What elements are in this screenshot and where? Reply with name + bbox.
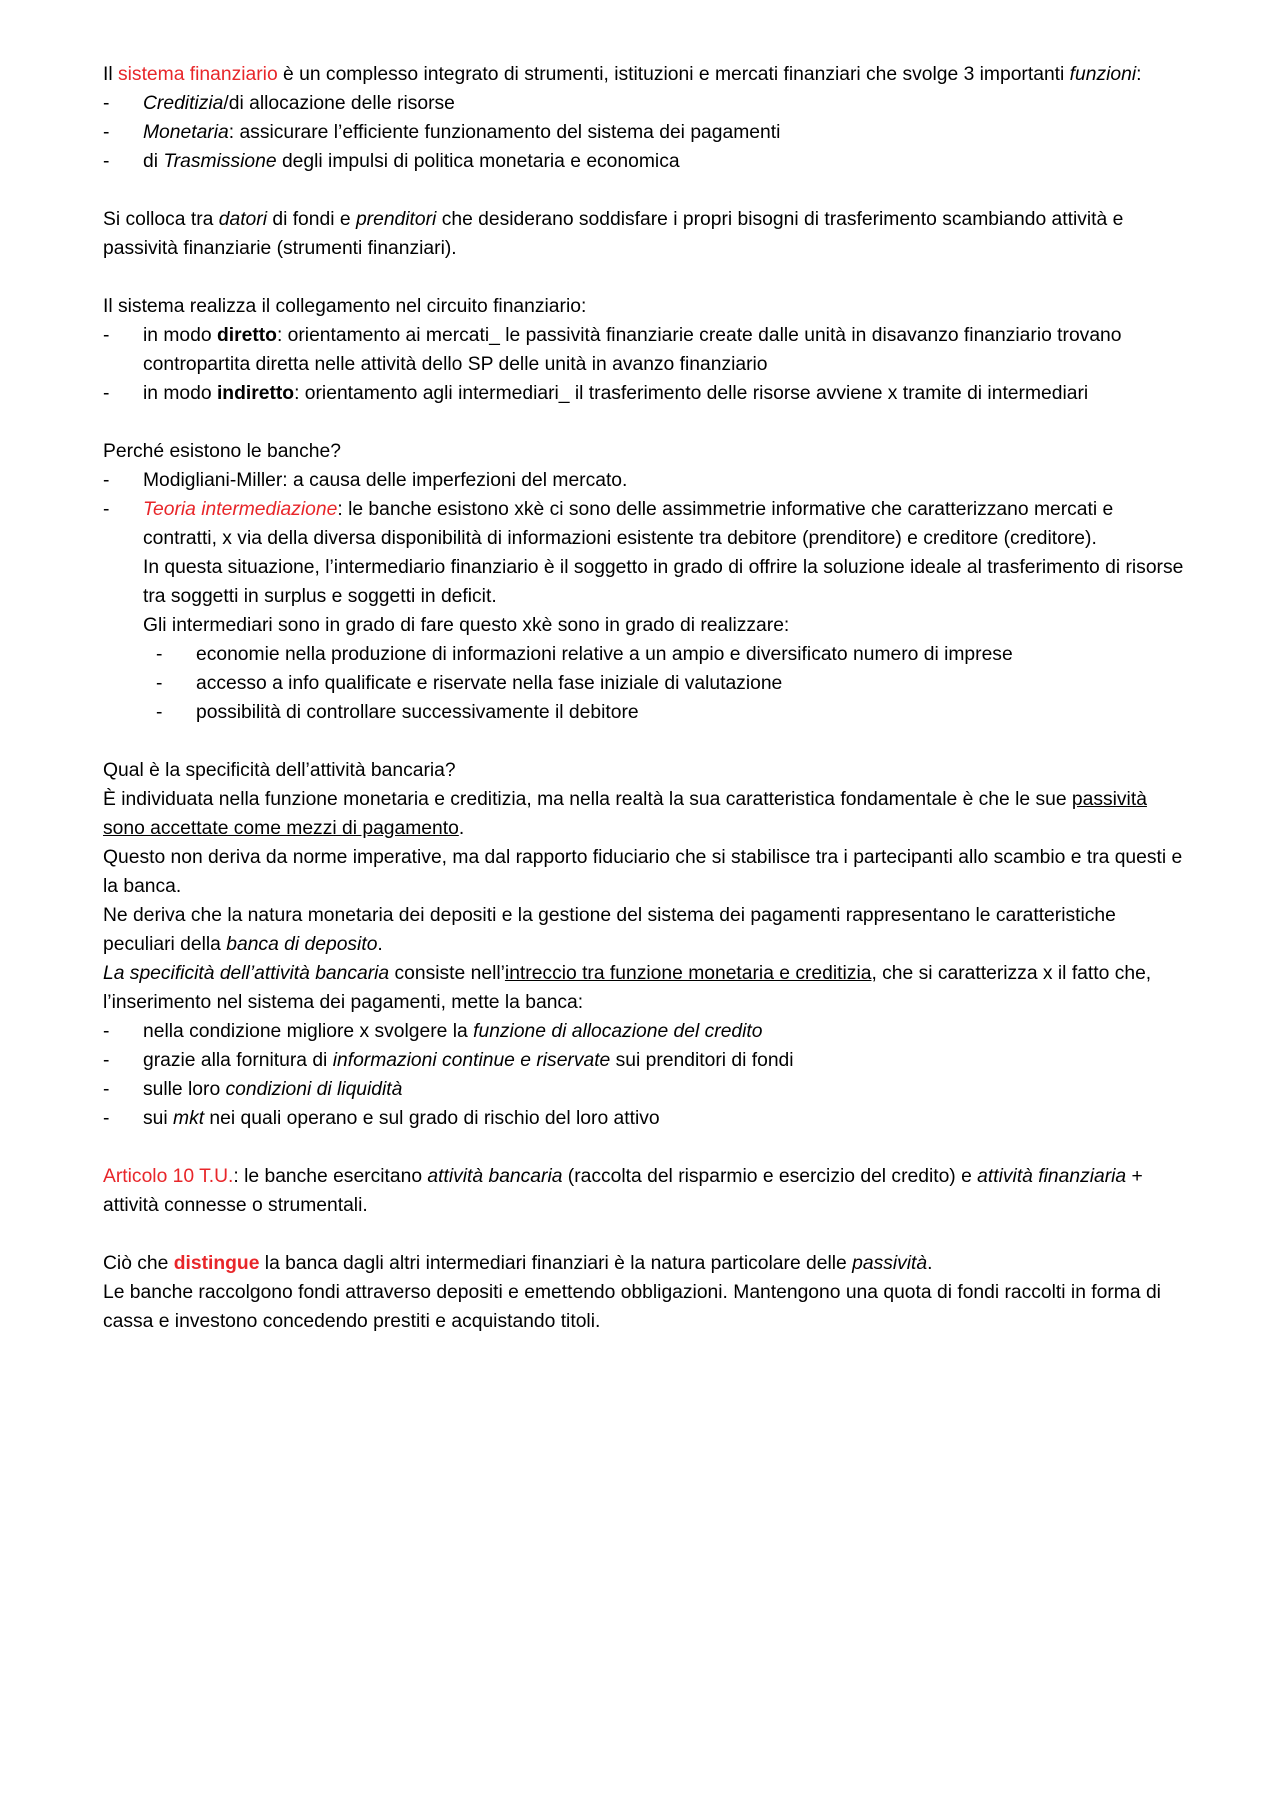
- list-item: - Creditizia/di allocazione delle risorse: [103, 89, 1188, 118]
- list-item: - Modigliani-Miller: a causa delle imperfezioni del mercato.: [103, 466, 1188, 495]
- question-heading: Perché esistono le banche?: [103, 441, 341, 462]
- bullet-list: [103, 89, 1188, 176]
- list-item: - possibilità di controllare successivamente il debitore: [143, 698, 1188, 727]
- paragraph: Le banche raccolgono fondi attraverso depositi e emettendo obbligazioni. Mantengono una quota di fondi raccolti in forma di cassa e investono concedendo prestiti e acquistando titoli.: [103, 1282, 1161, 1332]
- paragraph: Il sistema realizza il collegamento nel circuito finanziario:: [103, 296, 587, 317]
- paragraph: Si colloca tra datori di fondi e prenditori che desiderano soddisfare i propri bisogni di trasferimento scambiando attività e passività finanziarie (strumenti finanziari).: [103, 209, 1124, 259]
- paragraph: Ciò che distingue la banca dagli altri intermediari finanziari è la natura particolare delle passività.: [103, 1253, 933, 1274]
- list-item: - Monetaria: assicurare l’efficiente funzionamento del sistema dei pagamenti: [103, 118, 1188, 147]
- list-item: - economie nella produzione di informazioni relative a un ampio e diversificato numero di imprese: [143, 640, 1188, 669]
- list-item: - Teoria intermediazione: le banche esistono xkè ci sono delle assimmetrie informative che caratterizzano mercati e contratti, x via della diversa disponibilità di informazioni esistente tra debitore (prenditore) e creditore (creditore). In questa situazione, l’intermediario finanziario è il soggetto in grado di offrire la soluzione ideale al trasferimento di risorse tra soggetti in surplus e soggetti in deficit. Gli intermediari sono in grado di fare questo xkè sono in grado di realizzare: - economie nella produzione di informazioni relative a un ampio e diversificato numero di imprese - accesso a info qualificate e riservate nella fase iniziale di valutazione - possibilità di controllare successivamente il debitore: [103, 495, 1188, 727]
- highlighted-term: Articolo 10 T.U.: [103, 1166, 234, 1187]
- paragraph: La specificità dell’attività bancaria consiste nell’intreccio tra funzione monetaria e creditizia, che si caratterizza x il fatto che, l’inserimento nel sistema dei pagamenti, mette la banca:: [103, 963, 1152, 1013]
- paragraph: Questo non deriva da norme imperative, ma dal rapporto fiduciario che si stabilisce tra i partecipanti allo scambio e tra questi e la banca.: [103, 847, 1183, 897]
- bullet-list: [103, 321, 1188, 408]
- highlighted-term: sistema finanziario: [118, 64, 278, 85]
- list-item: - in modo indiretto: orientamento agli intermediari_ il trasferimento delle risorse avviene x tramite di intermediari: [103, 379, 1188, 408]
- list-item: - sui mkt nei quali operano e sul grado di rischio del loro attivo: [103, 1104, 1188, 1133]
- list-item: - sulle loro condizioni di liquidità: [103, 1075, 1188, 1104]
- highlighted-term: distingue: [173, 1253, 260, 1274]
- bullet-list: [103, 1017, 1188, 1133]
- question-heading: Qual è la specificità dell’attività bancaria?: [103, 760, 456, 781]
- bullet-list: [103, 466, 1188, 727]
- list-item: - accesso a info qualificate e riservate nella fase iniziale di valutazione: [143, 669, 1188, 698]
- nested-bullet-list: [143, 640, 1188, 727]
- paragraph: È individuata nella funzione monetaria e creditizia, ma nella realtà la sua caratteristica fondamentale è che le sue passività sono accettate come mezzi di pagamento.: [103, 789, 1147, 839]
- list-item: - in modo diretto: orientamento ai mercati_ le passività finanziarie create dalle unità in disavanzo finanziario trovano contropartita diretta nelle attività dello SP delle unità in avanzo finanziario: [103, 321, 1188, 379]
- list-item: - grazie alla fornitura di informazioni continue e riservate sui prenditori di fondi: [103, 1046, 1188, 1075]
- paragraph: Ne deriva che la natura monetaria dei depositi e la gestione del sistema dei pagamenti rappresentano le caratteristiche peculiari della banca di deposito.: [103, 905, 1116, 955]
- list-item: - di Trasmissione degli impulsi di politica monetaria e economica: [103, 147, 1188, 176]
- document-page: [103, 60, 1188, 1336]
- list-item: - nella condizione migliore x svolgere la funzione di allocazione del credito: [103, 1017, 1188, 1046]
- paragraph: Il sistema finanziario è un complesso integrato di strumenti, istituzioni e mercati finanziari che svolge 3 importanti funzioni:: [103, 64, 1142, 85]
- paragraph: Articolo 10 T.U.: le banche esercitano attività bancaria (raccolta del risparmio e esercizio del credito) e attività finanziaria + attività connesse o strumentali.: [103, 1166, 1143, 1216]
- highlighted-term: Teoria intermediazione: [143, 499, 338, 520]
